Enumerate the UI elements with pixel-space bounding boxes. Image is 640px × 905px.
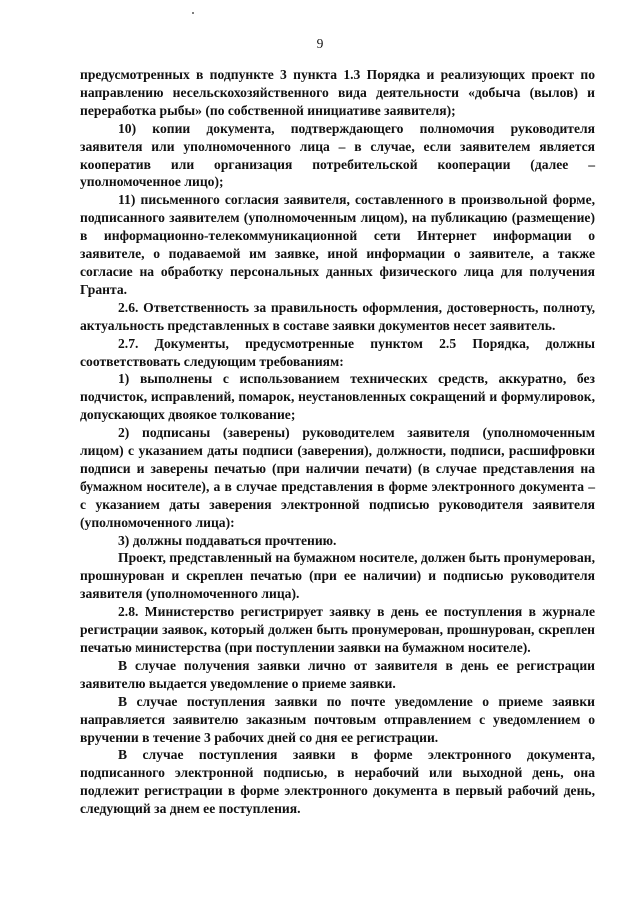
paragraph-by-mail: В случае поступления заявки по почте уведомление о приеме заявки направляется заявителю заказным почтовым отправлением с уведомлением о вручении в течение 3 рабочих дней со дня ее регистрации. — [80, 693, 595, 745]
paragraph-project: Проект, представленный на бумажном носителе, должен быть пронумерован, прошнурован и скреплен печатью (при ее наличии) и подписью руководителя заявителя (уполномоченного лица). — [80, 550, 595, 602]
document-body — [80, 66, 595, 818]
paragraph-item-10: 10) копии документа, подтверждающего полномочия руководителя заявителя или уполномоченного лица – в случае, если заявителем является кооператив или организация потребительской кооперации (далее – уполномоченное лицо); — [80, 120, 595, 190]
requirement-3: 3) должны поддаваться прочтению. — [118, 532, 337, 548]
paragraph-in-person: В случае получения заявки лично от заявителя в день ее регистрации заявителю выдается уведомление о приеме заявки. — [80, 657, 595, 691]
paragraph-continuation: предусмотренных в подпункте 3 пункта 1.3 Порядка и реализующих проект по направлению несельскохозяйственного вида деятельности «добыча (вылов) и переработка рыбы» (по собственной инициативе заявителя); — [80, 67, 595, 118]
paragraph-electronic: В случае поступления заявки в форме электронного документа, подписанного электронной подписью, в нерабочий или выходной день, она подлежит регистрации в форме электронного документа в первый рабочий день, следующий за днем ее поступления. — [80, 747, 595, 817]
paragraph-2-7: 2.7. Документы, предусмотренные пунктом 2.5 Порядка, должны соответствовать следующим требованиям: — [80, 335, 595, 369]
requirement-1: 1) выполнены с использованием технических средств, аккуратно, без подчисток, исправлений, помарок, неустановленных сокращений и формулировок, допускающих двоякое толкование; — [80, 371, 595, 423]
paragraph-2-8: 2.8. Министерство регистрирует заявку в день ее поступления в журнале регистрации заявок, который должен быть пронумерован, прошнурован, скреплен печатью министерства (при поступлении заявки на бумажном носителе). — [80, 604, 595, 655]
paragraph-item-11: 11) письменного согласия заявителя, составленного в произвольной форме, подписанного заявителем (уполномоченным лицом), на публикацию (размещение) в информационно-телекоммуникационной сети Интернет информации о заявителе, о подаваемой им заявке, иной информации о заявителе, а также согласие на обработку персональных данных физического лица для получения Гранта. — [80, 192, 595, 297]
requirement-2: 2) подписаны (заверены) руководителем заявителя (уполномоченным лицом) с указанием даты подписи (заверения), должности, подписи, расшифровки подписи и заверены печатью (при наличии печати) (в случае представления на бумажном носителе), а в случае представления в форме электронного документа – с указанием даты заверения электронной подписью руководителя заявителя (уполномоченного лица): — [80, 425, 595, 530]
paragraph-2-6: 2.6. Ответственность за правильность оформления, достоверность, полноту, актуальность представленных в составе заявки документов несет заявитель. — [80, 299, 595, 333]
scan-speck — [192, 12, 194, 14]
page-number: 9 — [316, 36, 324, 51]
